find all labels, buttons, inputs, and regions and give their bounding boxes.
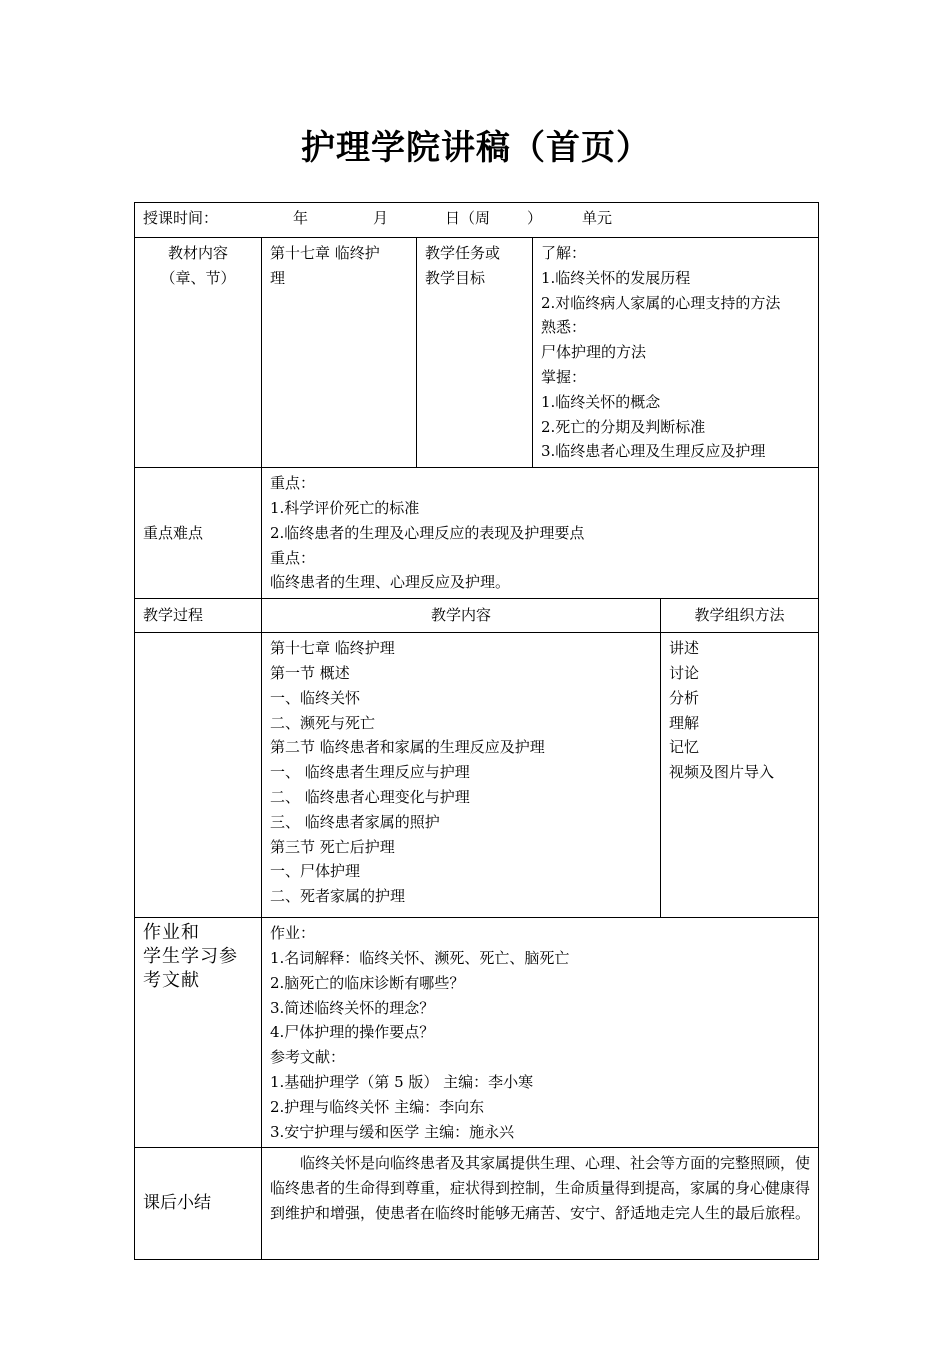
process-line: 第一节 概述	[270, 663, 350, 682]
methods-cell	[661, 633, 819, 918]
time-row	[135, 203, 819, 238]
lecture-table	[134, 202, 819, 1260]
key-points-cell	[262, 468, 819, 599]
objective-line: 掌握：	[541, 367, 587, 386]
page-title: 护理学院讲稿（首页）	[301, 128, 651, 168]
key-point-line: 临终患者的生理、心理反应及护理。	[270, 573, 511, 592]
month-label: 月	[373, 209, 389, 227]
objective-line: 尸体护理的方法	[541, 343, 647, 362]
task-label-cell	[417, 238, 533, 468]
objective-line: 2.对临终病人家属的心理支持的方法	[541, 293, 781, 312]
objective-line: 了解：	[541, 244, 587, 262]
homework-label-line: 考文献	[143, 970, 200, 992]
objective-line: 1.临终关怀的发展历程	[541, 268, 691, 287]
content-row	[135, 238, 819, 468]
close-paren: ）	[527, 209, 543, 227]
task-label-line: 教学目标	[425, 268, 486, 287]
process-line: 一、尸体护理	[270, 862, 361, 881]
homework-cell	[262, 918, 819, 1148]
method-item: 记忆	[669, 738, 700, 757]
homework-line: 1.名词解释：临终关怀、濒死、死亡、脑死亡	[270, 948, 570, 967]
homework-label	[135, 918, 262, 1148]
homework-line: 2.脑死亡的临床诊断有哪些？	[270, 973, 465, 992]
time-label: 授课时间：	[143, 209, 219, 227]
homework-label-line: 作业和	[143, 922, 200, 944]
process-header-col2: 教学内容	[262, 599, 661, 633]
key-point-line: 1.科学评价死亡的标准	[270, 498, 420, 517]
key-point-line: 重点：	[270, 474, 316, 493]
day-week-label: 日（周	[445, 209, 491, 227]
process-content-cell	[262, 633, 661, 918]
chapter-line: 第十七章 临终护	[270, 244, 380, 262]
method-item: 视频及图片导入	[669, 763, 775, 782]
objective-line: 1.临终关怀的概念	[541, 392, 661, 411]
process-header-col3: 教学组织方法	[661, 599, 819, 633]
process-row	[135, 633, 819, 918]
key-points-row	[135, 468, 819, 599]
objective-line: 熟悉：	[541, 318, 587, 337]
summary-label: 课后小结	[135, 1148, 262, 1260]
key-point-line: 重点：	[270, 548, 316, 567]
summary-cell	[262, 1148, 819, 1260]
chapter-line: 理	[270, 268, 286, 287]
label-line: （章、节）	[160, 268, 236, 287]
task-label-line: 教学任务或	[425, 244, 501, 262]
process-line: 第三节 死亡后护理	[270, 837, 395, 856]
process-line: 三、 临终患者家属的照护	[270, 812, 440, 831]
objectives-cell	[533, 238, 819, 468]
label-line: 教材内容	[167, 244, 228, 262]
process-header-col1: 教学过程	[135, 599, 262, 633]
process-line: 二、濒死与死亡	[270, 713, 376, 732]
method-item: 分析	[669, 688, 700, 707]
summary-text: 临终关怀是向临终患者及其家属提供生理、心理、社会等方面的完整照顾，使临终患者的生命得到尊重，症状得到控制，生命质量得到提高，家属的身心健康得到维护和增强，使患者在临终时能够无痛苦、安宁、舒适地走完人生的最后旅程。	[270, 1154, 811, 1223]
chapter-cell	[262, 238, 417, 468]
key-point-line: 2.临终患者的生理及心理反应的表现及护理要点	[270, 523, 585, 542]
process-line: 二、 临终患者心理变化与护理	[270, 787, 470, 806]
summary-row	[135, 1148, 819, 1260]
time-cell	[135, 203, 819, 238]
homework-line: 参考文献：	[270, 1048, 346, 1067]
process-line: 第二节 临终患者和家属的生理反应及护理	[270, 738, 545, 757]
objective-line: 2.死亡的分期及判断标准	[541, 417, 706, 436]
homework-line: 4.尸体护理的操作要点？	[270, 1023, 435, 1042]
year-label: 年	[293, 209, 309, 227]
homework-line: 2.护理与临终关怀 主编：李向东	[270, 1097, 485, 1116]
method-item: 讨论	[669, 663, 700, 682]
key-points-label: 重点难点	[135, 468, 262, 599]
homework-row	[135, 918, 819, 1148]
homework-line: 3.简述临终关怀的理念？	[270, 998, 435, 1017]
homework-label-line: 学生学习参	[143, 946, 238, 968]
homework-line: 1.基础护理学（第 5 版） 主编：李小寒	[270, 1072, 534, 1091]
method-item: 理解	[669, 713, 700, 732]
method-item: 讲述	[669, 639, 700, 658]
homework-line: 3.安宁护理与缓和医学 主编：施永兴	[270, 1122, 515, 1141]
homework-line: 作业：	[270, 924, 316, 943]
process-line: 第十七章 临终护理	[270, 639, 395, 658]
textbook-content-label	[135, 238, 262, 468]
objective-line: 3.临终患者心理及生理反应及护理	[541, 442, 766, 461]
process-header-row	[135, 599, 819, 633]
process-empty-cell	[135, 633, 262, 918]
unit-label: 单元	[582, 209, 613, 227]
process-line: 一、临终关怀	[270, 688, 361, 707]
process-line: 一、 临终患者生理反应与护理	[270, 763, 470, 782]
process-line: 二、死者家属的护理	[270, 887, 406, 906]
